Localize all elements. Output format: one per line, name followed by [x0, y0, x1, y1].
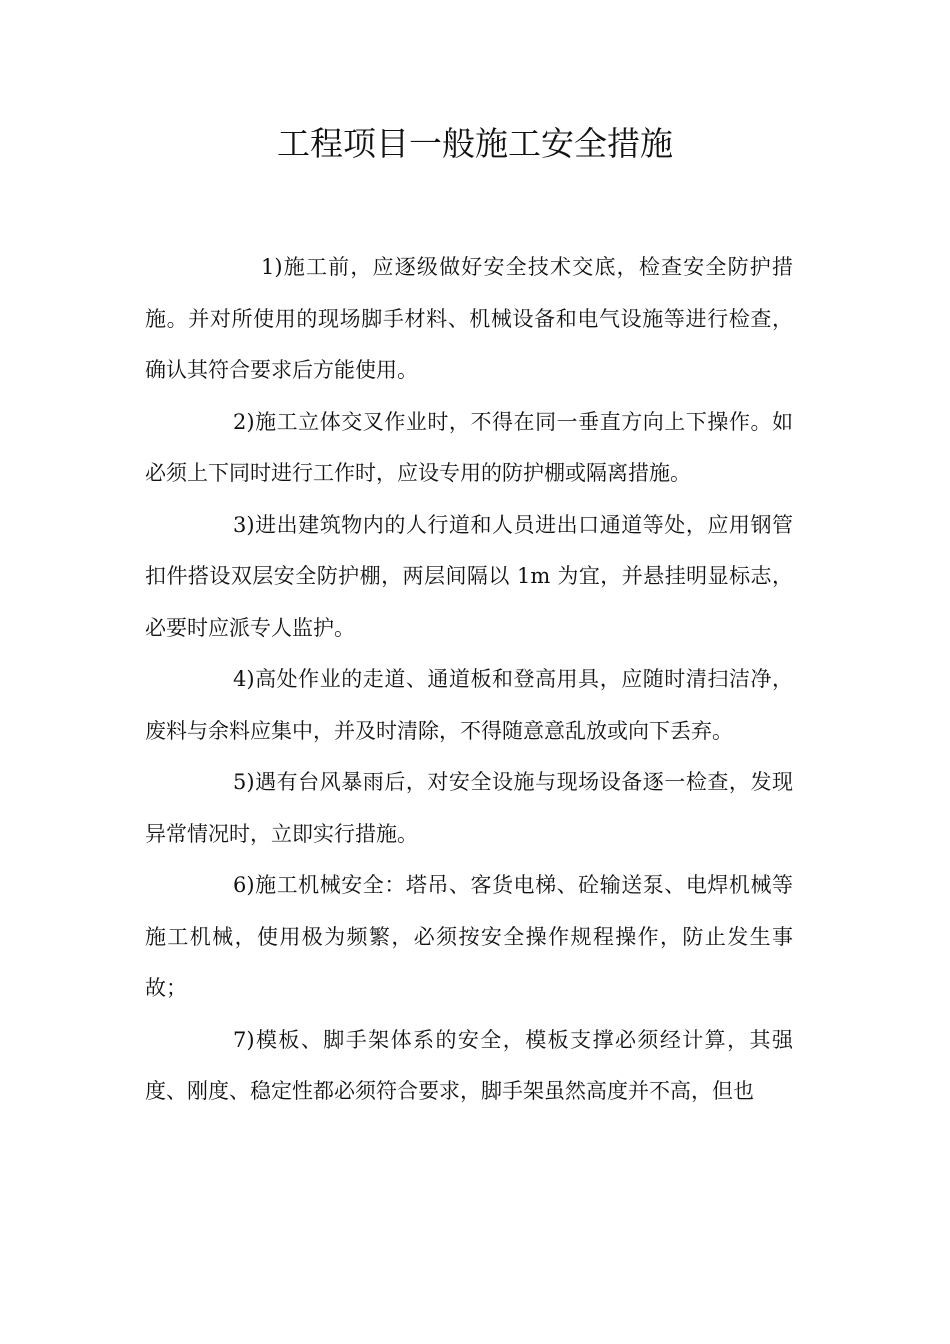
document-body [145, 242, 793, 1118]
paragraph-2: 2)施工立体交叉作业时，不得在同一垂直方向上下操作。如必须上下同时进行工作时，应设专用的防护棚或隔离措施。 [145, 409, 793, 485]
paragraph-4: 4)高处作业的走道、通道板和登高用具，应随时清扫洁净，废料与余料应集中，并及时清除，不得随意意乱放或向下丢弃。 [145, 667, 793, 743]
paragraph-5: 5)遇有台风暴雨后，对安全设施与现场设备逐一检查，发现异常情况时，立即实行措施。 [145, 770, 793, 846]
paragraph-7: 7)模板、脚手架体系的安全，模板支撑必须经计算，其强度、刚度、稳定性都必须符合要求，脚手架虽然高度并不高，但也 [145, 1027, 793, 1103]
paragraph-3: 3)进出建筑物内的人行道和人员进出口通道等处，应用钢管扣件搭设双层安全防护棚，两层间隔以 1m 为宜，并悬挂明显标志，必要时应派专人监护。 [145, 512, 793, 640]
paragraph-1: 1)施工前，应逐级做好安全技术交底，检查安全防护措施。并对所使用的现场脚手材料、机械设备和电气设施等进行检查，确认其符合要求后方能使用。 [145, 255, 793, 382]
paragraph-6: 6)施工机械安全：塔吊、客货电梯、砼输送泵、电焊机械等施工机械，使用极为频繁，必须按安全操作规程操作，防止发生事故； [145, 873, 793, 1000]
document-title: 工程项目一般施工安全措施 [277, 124, 673, 163]
